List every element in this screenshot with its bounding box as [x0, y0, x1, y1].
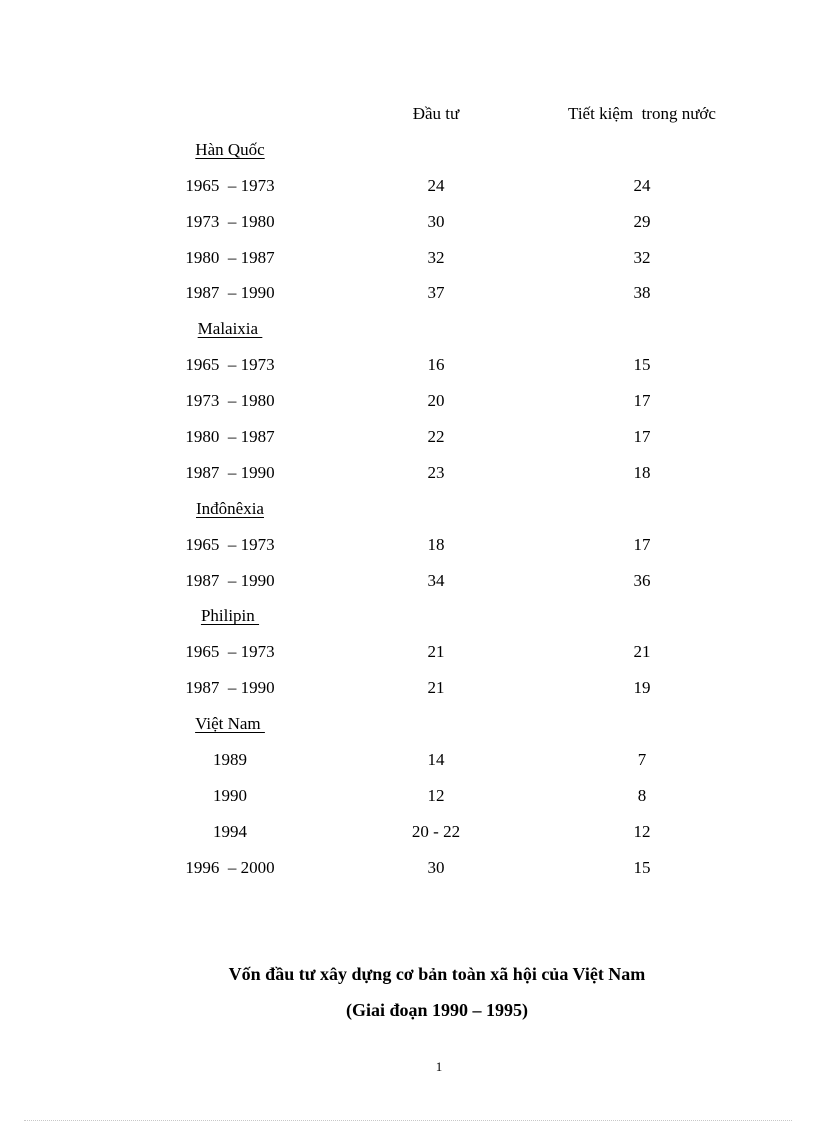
period-cell: 1987 – 1990 [185, 462, 275, 482]
country-label: Philipin [200, 606, 260, 626]
savings-cell: 15 [633, 355, 651, 375]
period-cell: 1987 – 1990 [185, 283, 275, 303]
savings-cell: 21 [633, 642, 651, 662]
investment-savings-table [0, 96, 816, 886]
investment-cell: 21 [427, 678, 445, 698]
period-cell: 1965 – 1973 [185, 175, 275, 195]
savings-cell: 12 [633, 821, 651, 841]
period-cell: 1990 [213, 785, 247, 805]
country-label: Hàn Quốc [195, 139, 265, 159]
period-cell: 1965 – 1973 [185, 642, 275, 662]
savings-cell: 38 [633, 283, 651, 303]
header-investment: Đầu tư [412, 104, 460, 123]
investment-cell: 22 [427, 427, 445, 447]
period-cell: 1980 – 1987 [185, 247, 275, 267]
savings-cell: 32 [633, 247, 651, 267]
country-label: Việt Nam [195, 714, 265, 734]
investment-cell: 18 [427, 534, 445, 554]
period-cell: 1980 – 1987 [185, 427, 275, 447]
page-number: 1 [435, 1059, 443, 1074]
investment-cell: 32 [427, 247, 445, 267]
savings-cell: 17 [633, 427, 651, 447]
page-bottom-rule [24, 1120, 792, 1121]
table-row [0, 240, 816, 276]
table-row [0, 778, 816, 814]
investment-cell: 12 [427, 785, 445, 805]
country-group-row [0, 311, 816, 347]
table-row [0, 347, 816, 383]
savings-cell: 15 [633, 857, 651, 877]
investment-cell: 24 [427, 175, 445, 195]
investment-cell: 23 [427, 462, 445, 482]
country-group-row [0, 706, 816, 742]
investment-cell: 30 [427, 857, 445, 877]
header-domestic-savings: Tiết kiệm trong nước [568, 104, 716, 123]
table-row [0, 563, 816, 599]
investment-cell: 20 [427, 391, 445, 411]
table-row [0, 275, 816, 311]
savings-cell: 24 [633, 175, 651, 195]
country-label: Inđônêxia [196, 498, 264, 518]
table-row [0, 814, 816, 850]
country-label: Malaixia [197, 319, 263, 339]
period-cell: 1989 [213, 750, 247, 770]
investment-cell: 21 [427, 642, 445, 662]
investment-cell: 14 [427, 750, 445, 770]
period-cell: 1965 – 1973 [185, 355, 275, 375]
savings-cell: 17 [633, 391, 651, 411]
investment-cell: 20 - 22 [411, 821, 461, 841]
period-cell: 1994 [213, 821, 247, 841]
investment-cell: 37 [427, 283, 445, 303]
table-row [0, 634, 816, 670]
period-cell: 1996 – 2000 [185, 857, 275, 877]
savings-cell: 36 [633, 570, 651, 590]
period-cell: 1987 – 1990 [185, 678, 275, 698]
investment-cell: 34 [427, 570, 445, 590]
table-row [0, 419, 816, 455]
table-row [0, 204, 816, 240]
savings-cell: 18 [633, 462, 651, 482]
period-cell: 1987 – 1990 [185, 570, 275, 590]
period-cell: 1973 – 1980 [185, 211, 275, 231]
table-header-row [0, 96, 816, 132]
table-row [0, 455, 816, 491]
period-cell: 1973 – 1980 [185, 391, 275, 411]
savings-cell: 19 [633, 678, 651, 698]
table-row [0, 527, 816, 563]
table-caption-title: Vốn đầu tư xây dựng cơ bản toàn xã hội của Việt Nam [228, 964, 646, 984]
country-group-row [0, 491, 816, 527]
country-group-row [0, 598, 816, 634]
investment-cell: 30 [427, 211, 445, 231]
table-row [0, 383, 816, 419]
country-group-row [0, 132, 816, 168]
investment-cell: 16 [427, 355, 445, 375]
table-row [0, 742, 816, 778]
table-row [0, 670, 816, 706]
period-cell: 1965 – 1973 [185, 534, 275, 554]
table-row [0, 850, 816, 886]
savings-cell: 29 [633, 211, 651, 231]
table-caption-subtitle: (Giai đoạn 1990 – 1995) [345, 1000, 528, 1020]
savings-cell: 7 [637, 750, 647, 770]
savings-cell: 8 [637, 785, 647, 805]
savings-cell: 17 [633, 534, 651, 554]
table-row [0, 168, 816, 204]
